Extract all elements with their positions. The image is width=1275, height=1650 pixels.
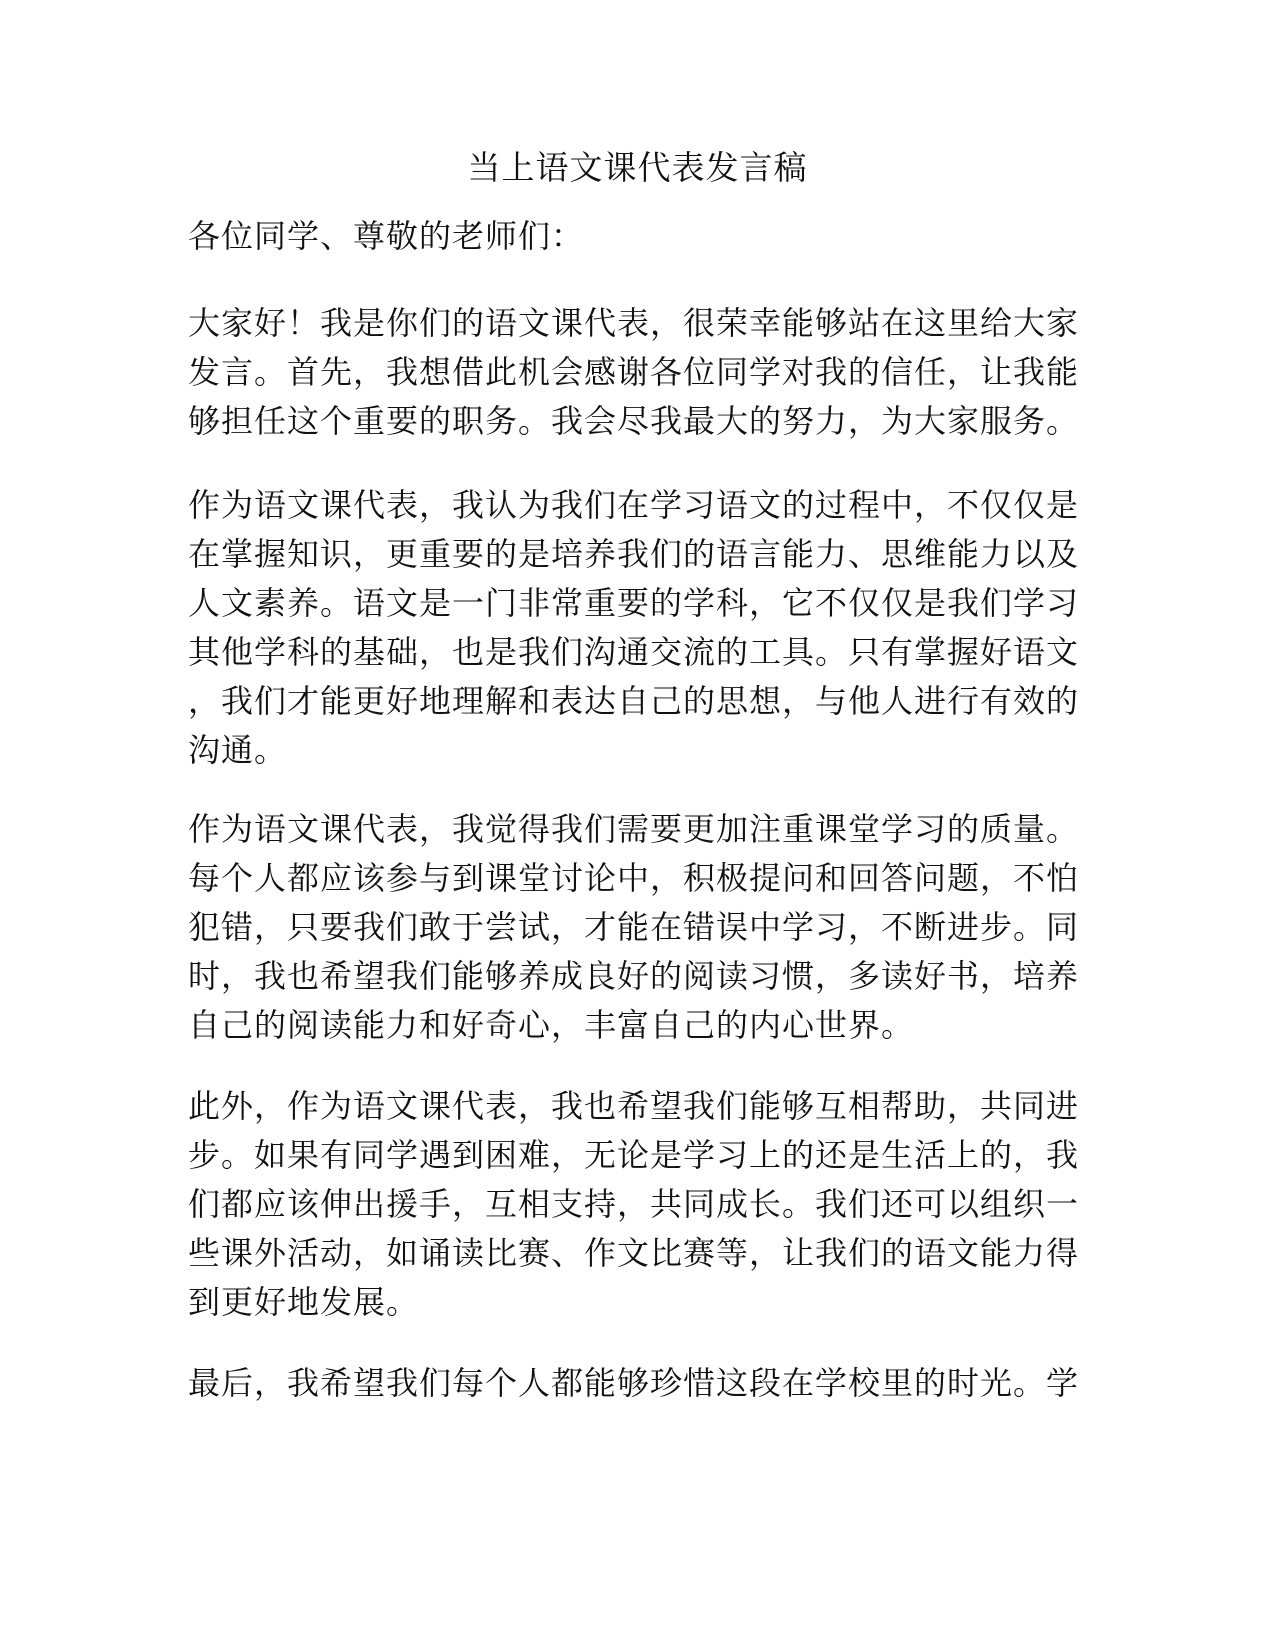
paragraph-line: 每个人都应该参与到课堂讨论中，积极提问和回答问题，不怕 bbox=[188, 859, 1080, 897]
paragraph-line: 作为语文课代表，我觉得我们需要更加注重课堂学习的质量。 bbox=[188, 810, 1080, 848]
paragraph-2 bbox=[188, 481, 1088, 775]
paragraph-line: 大家好！我是你们的语文课代表，很荣幸能够站在这里给大家 bbox=[188, 304, 1080, 342]
paragraph-line: 作为语文课代表，我认为我们在学习语文的过程中，不仅仅是 bbox=[188, 486, 1080, 524]
salutation-line: 各位同学、尊敬的老师们： bbox=[188, 217, 585, 255]
paragraph-line: 最后，我希望我们每个人都能够珍惜这段在学校里的时光。学 bbox=[188, 1364, 1080, 1402]
document-title: 当上语文课代表发言稿 bbox=[467, 148, 808, 187]
salutation bbox=[188, 212, 1088, 261]
paragraph-3 bbox=[188, 805, 1088, 1050]
paragraph-line: 够担任这个重要的职务。我会尽我最大的努力，为大家服务。 bbox=[188, 402, 1080, 440]
paragraph-line: 犯错，只要我们敢于尝试，才能在错误中学习，不断进步。同 bbox=[188, 908, 1080, 946]
paragraph-4 bbox=[188, 1082, 1088, 1327]
paragraph-line: 时，我也希望我们能够养成良好的阅读习惯，多读好书，培养 bbox=[188, 957, 1080, 995]
paragraph-line: 自己的阅读能力和好奇心，丰富自己的内心世界。 bbox=[188, 1006, 915, 1044]
paragraph-line: 发言。首先，我想借此机会感谢各位同学对我的信任，让我能 bbox=[188, 353, 1080, 391]
paragraph-line: ，我们才能更好地理解和表达自己的思想，与他人进行有效的 bbox=[188, 682, 1080, 720]
paragraph-line: 些课外活动，如诵读比赛、作文比赛等，让我们的语文能力得 bbox=[188, 1234, 1080, 1272]
paragraph-line: 到更好地发展。 bbox=[188, 1283, 420, 1321]
paragraph-1 bbox=[188, 299, 1088, 446]
paragraph-5 bbox=[188, 1359, 1088, 1408]
paragraph-line: 在掌握知识，更重要的是培养我们的语言能力、思维能力以及 bbox=[188, 535, 1080, 573]
paragraph-line: 步。如果有同学遇到困难，无论是学习上的还是生活上的，我 bbox=[188, 1136, 1080, 1174]
paragraph-line: 们都应该伸出援手，互相支持，共同成长。我们还可以组织一 bbox=[188, 1185, 1080, 1223]
paragraph-line: 人文素养。语文是一门非常重要的学科，它不仅仅是我们学习 bbox=[188, 584, 1080, 622]
paragraph-line: 沟通。 bbox=[188, 731, 288, 769]
paragraph-line: 此外，作为语文课代表，我也希望我们能够互相帮助，共同进 bbox=[188, 1087, 1080, 1125]
paragraph-line: 其他学科的基础，也是我们沟通交流的工具。只有掌握好语文 bbox=[188, 633, 1080, 671]
